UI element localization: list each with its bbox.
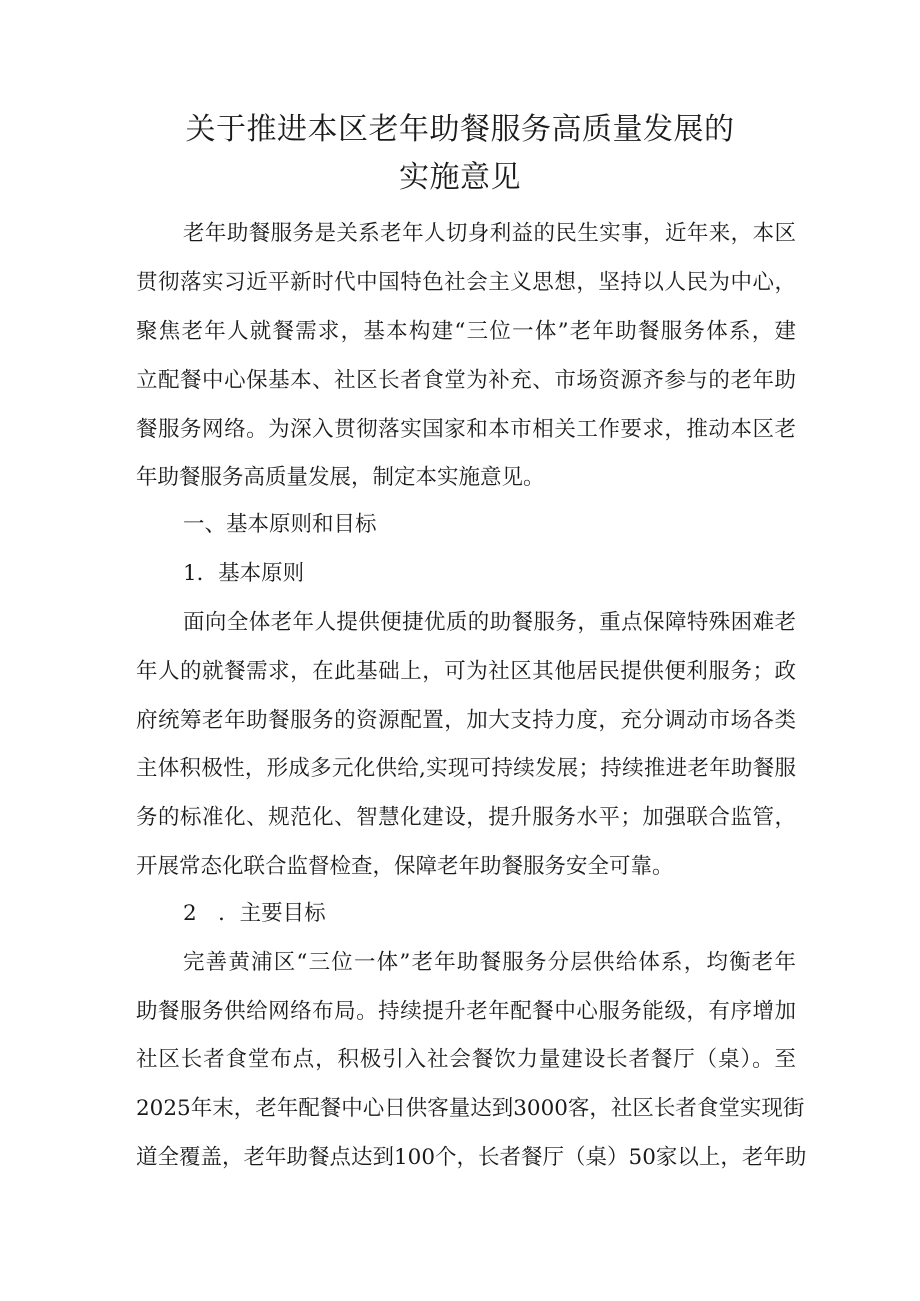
- sub1-body-line: 府统筹老年助餐服务的资源配置，加大支持力度，充分调动市场各类: [136, 708, 796, 733]
- document-title-line-2: 实施意见: [399, 160, 521, 195]
- sub2-body-line: 道全覆盖，老年助餐点达到100个，长者餐厅（桌）50家以上，老年助: [136, 1145, 807, 1170]
- sub1-body-line: 年人的就餐需求，在此基础上，可为社区其他居民提供便利服务；政: [136, 659, 796, 684]
- sub2-body-line: 助餐服务供给网络布局。持续提升老年配餐中心服务能级，有序增加: [136, 999, 796, 1024]
- sub1-body-line: 开展常态化联合监督检查，保障老年助餐服务安全可靠。: [136, 854, 674, 879]
- intro-line: 聚焦老年人就餐需求，基本构建“三位一体”老年助餐服务体系，建: [136, 319, 796, 344]
- sub1-body-line: 主体积极性，形成多元化供给,实现可持续发展；持续推进老年助餐服: [136, 756, 796, 781]
- sub2-body-line: 完善黄浦区“三位一体”老年助餐服务分层供给体系，均衡老年: [183, 950, 796, 975]
- intro-line: 贯彻落实习近平新时代中国特色社会主义思想，坚持以人民为中心，: [136, 270, 796, 295]
- sub2-body-line: 社区长者食堂布点，积极引入社会餐饮力量建设长者餐厅（桌）。至: [136, 1047, 796, 1072]
- intro-line: 年助餐服务高质量发展，制定本实施意见。: [136, 465, 545, 490]
- intro-line: 老年助餐服务是关系老年人切身利益的民生实事，近年来，本区: [183, 221, 796, 246]
- subsection-heading-2: 2 ．主要目标: [183, 901, 326, 926]
- intro-line: 立配餐中心保基本、社区长者食堂为补充、市场资源齐参与的老年助: [136, 368, 796, 393]
- sub1-body-line: 面向全体老年人提供便捷优质的助餐服务，重点保障特殊困难老: [183, 610, 796, 635]
- sub2-body-line: 2025年末，老年配餐中心日供客量达到3000客，社区长者食堂实现街: [136, 1096, 805, 1121]
- document-title-line-1: 关于推进本区老年助餐服务高质量发展的: [185, 112, 735, 147]
- section-heading-1: 一、基本原则和目标: [183, 512, 377, 537]
- subsection-heading-1: 1．基本原则: [183, 561, 305, 586]
- sub1-body-line: 务的标准化、规范化、智慧化建设，提升服务水平；加强联合监管，: [136, 805, 796, 830]
- intro-line: 餐服务网络。为深入贯彻落实国家和本市相关工作要求，推动本区老: [136, 417, 796, 442]
